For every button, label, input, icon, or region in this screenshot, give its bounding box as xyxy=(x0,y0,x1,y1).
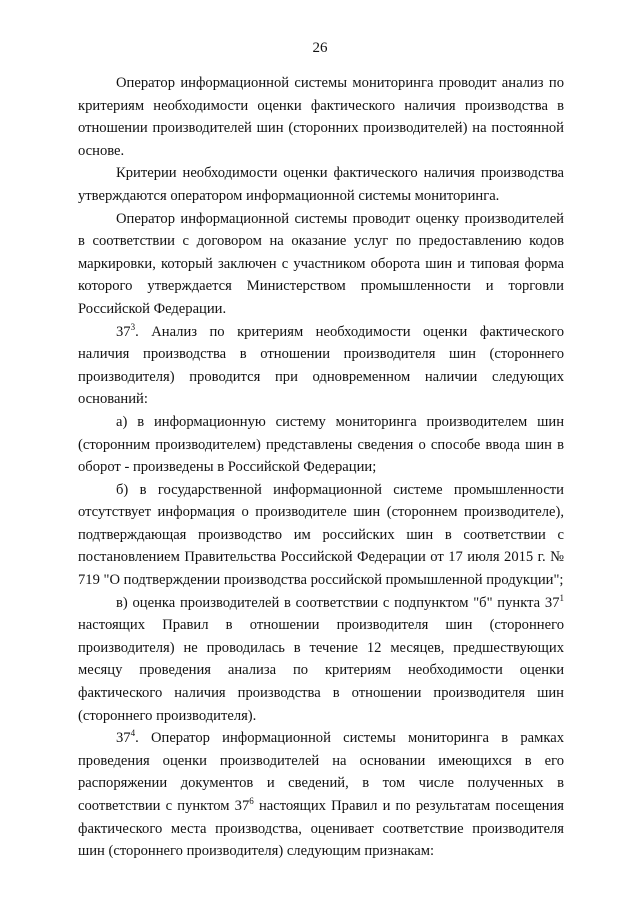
paragraph-text: . Оператор информационной системы мониторинга в рамках проведения оценки производителей на основании имеющихся в его распоряжении документов и сведений, в том числе полученных в соответствии с пунктом 37 xyxy=(78,730,564,814)
clause-number: 37 xyxy=(116,730,131,747)
paragraph-text: в) оценка производителей в соответствии с подпунктом "б" пункта 37 xyxy=(116,594,560,611)
paragraph-text-continued: настоящих Правил в отношении производителя шин (стороннего производителя) не проводилась в течение 12 месяцев, предшествующих месяцу проведения анализа по критериям необходимости оценки фактического наличия производства в отношении производителя шин (стороннего производителя). xyxy=(78,617,564,724)
clause-number: 37 xyxy=(116,323,131,340)
subclause-b xyxy=(78,479,564,592)
paragraph-text: Оператор информационной системы проводит оценку производителей в соответствии с договором на оказание услуг по предоставлению кодов маркировки, который заключен с участником оборота шин и типовая форма которого утверждается Министерством промышленности и торговли Российской Федерации. xyxy=(78,210,564,317)
subclause-c xyxy=(78,592,564,728)
clause-superscript: 3 xyxy=(130,321,136,332)
reference-superscript: 6 xyxy=(249,796,254,807)
paragraph xyxy=(78,162,564,207)
document-body xyxy=(78,72,564,863)
paragraph-text: Оператор информационной системы мониторинга проводит анализ по критериям необходимости оценки фактического наличия производства в отношении производителей шин (сторонних производителей) на постоянной основе. xyxy=(78,75,564,159)
paragraph-text: Критерии необходимости оценки фактического наличия производства утверждаются оператором информационной системы мониторинга. xyxy=(78,165,564,204)
paragraph xyxy=(78,72,564,162)
clause-37-3 xyxy=(78,321,564,411)
page-number: 26 xyxy=(312,40,328,56)
paragraph-text-continued: настоящих Правил и по результатам посещения фактического места производства, оценивает соответствие производителя шин (стороннего производителя) следующим признакам: xyxy=(78,798,565,860)
clause-37-4 xyxy=(78,727,564,863)
paragraph-text: а) в информационную систему мониторинга производителем шин (сторонним производителем) представлены сведения о способе ввода шин в оборот - произведены в Российской Федерации; xyxy=(78,413,564,476)
paragraph xyxy=(78,208,564,321)
paragraph-text: б) в государственной информационной системе промышленности отсутствует информация о производителе шин (стороннем производителе), подтверждающая производство им российских шин в соответствии с постановлением Правительства Российской Федерации от 17 июля 2015 г. № 719 "О подтверждении производства российской промышленной продукции"; xyxy=(78,481,564,589)
paragraph-text: . Анализ по критериям необходимости оценки фактического наличия производства в отношении производителя шин (стороннего производителя) проводится при одновременном наличии следующих оснований: xyxy=(78,323,564,408)
clause-superscript: 4 xyxy=(130,728,136,739)
reference-superscript: 1 xyxy=(559,592,564,603)
subclause-a xyxy=(78,411,564,479)
